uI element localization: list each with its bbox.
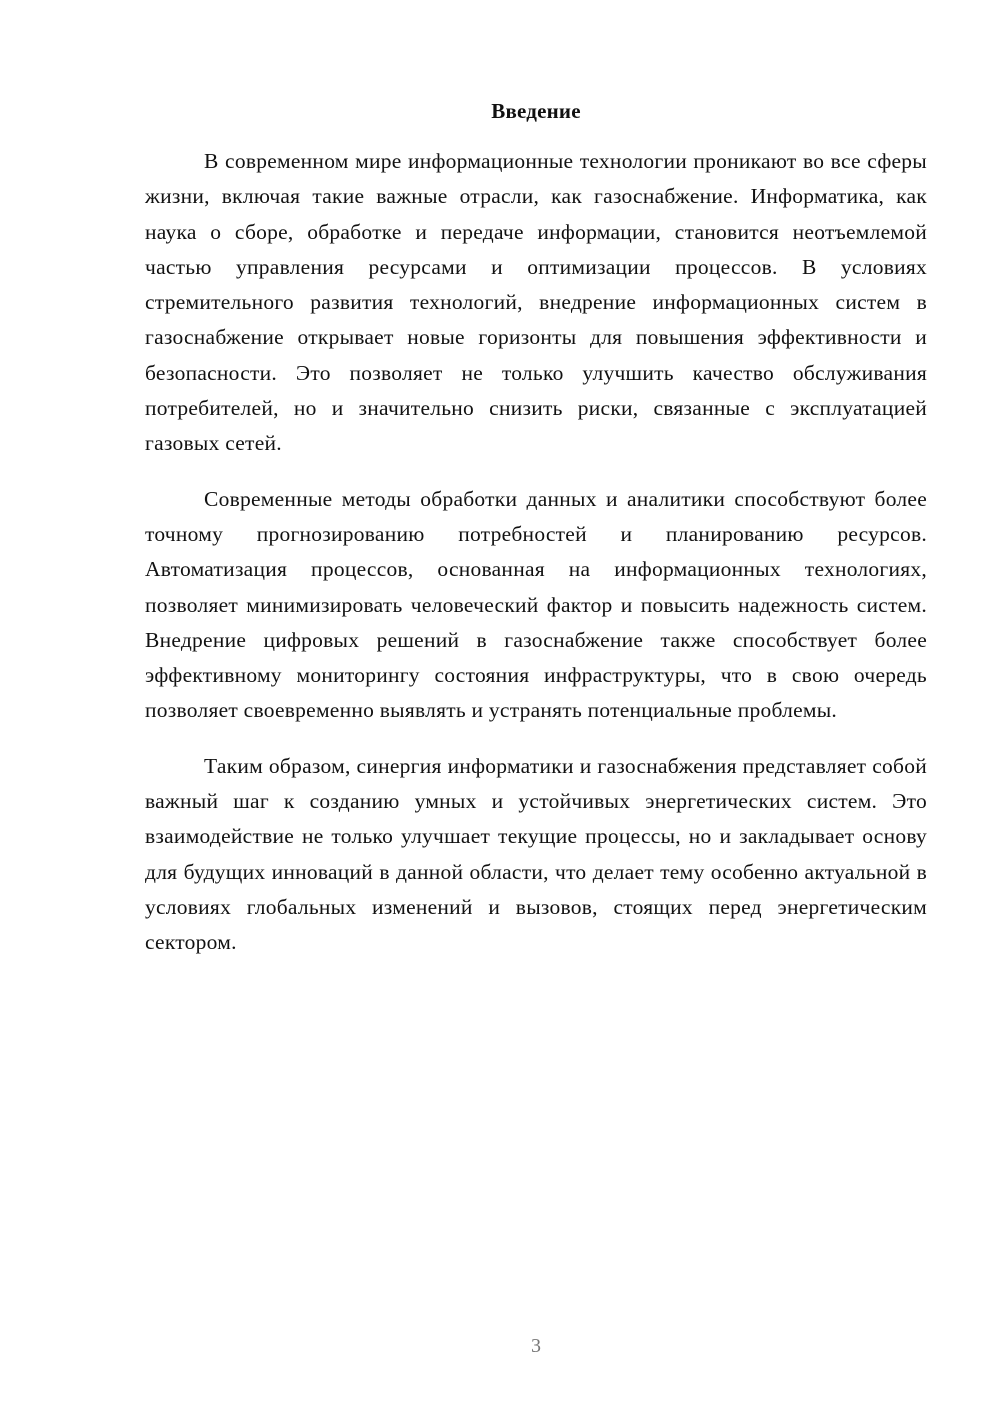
section-heading: Введение [491, 99, 581, 123]
paragraph-1: В современном мире информационные технологии проникают во все сферы жизни, включая такие важные отрасли, как газоснабжение. Информатика, как наука о сборе, обработке и передаче информации, становится неотъемлемой частью управления ресурсами и оптимизации процессов. В условиях стремительного развития технологий, внедрение информационных систем в газоснабжение открывает новые горизонты для повышения эффективности и безопасности. Это позволяет не только улучшить качество обслуживания потребителей, но и значительно снизить риски, связанные с эксплуатацией газовых сетей. [145, 149, 927, 456]
paragraph-2: Современные методы обработки данных и аналитики способствуют более точному прогнозированию потребностей и планированию ресурсов. Автоматизация процессов, основанная на информационных технологиях, позволяет минимизировать человеческий фактор и повысить надежность систем. Внедрение цифровых решений в газоснабжение также способствует более эффективному мониторингу состояния инфраструктуры, что в свою очередь позволяет своевременно выявлять и устранять потенциальные проблемы. [145, 486, 927, 723]
paragraph-3: Таким образом, синергия информатики и газоснабжения представляет собой важный шаг к созданию умных и устойчивых энергетических систем. Это взаимодействие не только улучшает текущие процессы, но и закладывает основу для будущих инноваций в данной области, что делает тему особенно актуальной в условиях глобальных изменений и вызовов, стоящих перед энергетическим сектором. [145, 753, 927, 955]
page-number: 3 [531, 1335, 541, 1357]
document-body [145, 96, 927, 961]
